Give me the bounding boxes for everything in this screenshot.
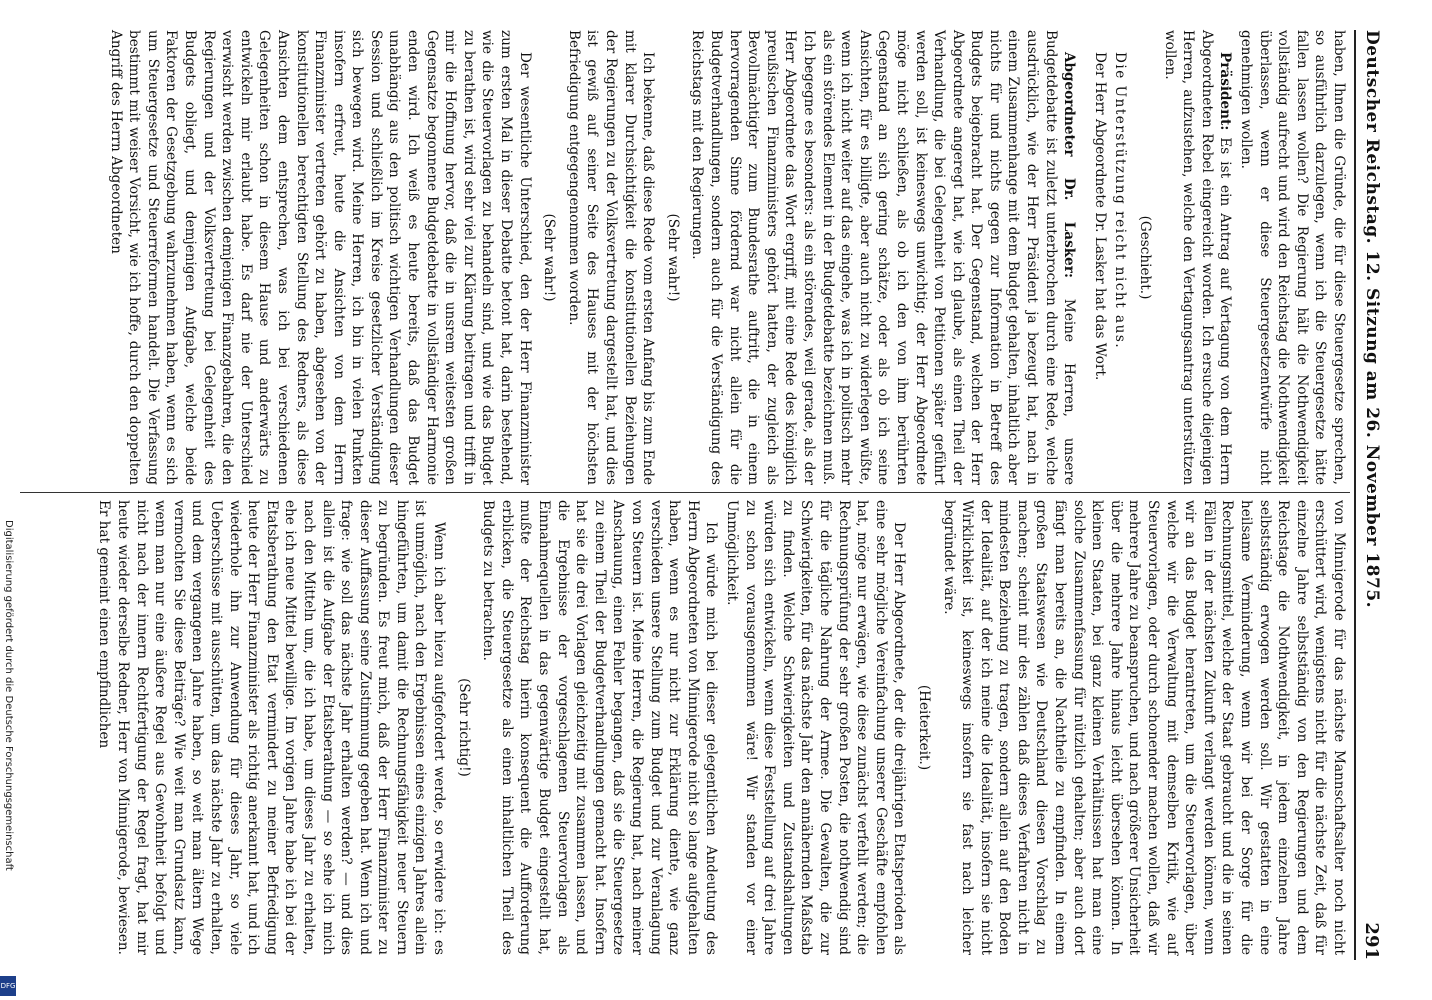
stage-direction: (Heiterkeit.) (915, 684, 932, 771)
left-column (104, 30, 1348, 485)
paragraph: Ich würde mich bei dieser gelegentlichen Andeutung des Herrn Abgeordneten von Minnigerode nicht so lange aufgehalten haben, wenn es nur nicht zur Erklärung diente, wie ganz verschieden unsere Stellung zum Budget und zur Veranlagung von Steuern ist. Meine Herren, die Regierung hat, nach meiner Anschauung, einen Fehler begangen, daß sie die Steuergesetze zu einem Theil der Budgetverhandlungen gemacht hat. Insofern hat sie die drei Vorlagen gleichzeitig mit zusammen lassen, und die Ergebnisse der vorgeschlagenen Steuervorlagen als Einnahmequellen in das gegenwärtige Budget eingestellt hat, mußte der Reichstag hierin konsequent die Aufforderung erblicken, die Steuergesetze als einen inhaltlichen Theil des Budgets zu betrachten. (480, 500, 720, 955)
stage-direction: (Geschieht.) (1137, 215, 1154, 300)
spacer (1078, 30, 1088, 485)
paragraph: Der Herr Abgeordnete, der die dreijährigen Etatsperioden als eine sehr mögliche Vereinfachung unserer Geschäfte empfohlen hat, möge nur erwägen, wie diese zunächst verfehlt werden; die Rechnungsprüfung der sehr großen Posten, die nothwendig sind für die tägliche Nahrung der Armee. Die Gewalten, die zur Schwierigkeiten, für das nächste Jahr den annähernden Maßstab zu finden. Welche Schwierigkeiten und Zustandshaltungen würden sich entwickeln, wenn diese Feststellung auf drei Jahre zu schon vorausgenommen wäre! Wir standen vor einer Unmöglichkeit. (724, 500, 908, 955)
paragraph: von Minnigerode für das nächste Mannschaftsalter noch nicht erschüttert wird, wenigstens nicht für die nächste Zeit, daß für einzelne Jahre selbstständig von den Regierungen und dem Reichstage die Nothwendigkeit, in jedem einzelnen Jahre selbstständig erwogen werden soll. Wir gestatten in eine heilsame Verminderung, wenn wir bei der Sorge für die Rechnungsmittel, welche der Staat gebraucht und die in seinen Fällen in der nächsten Zukunft verlangt werden können, wenn wir an das Budget herantreten, um die Steuervorlagen, über welche wir die Verwaltung mit demselben Kritik, wie auf Steuervorlagen, oder durch schonender machen wollen, daß wir mehrere Jahre zu beanspruchen, und nach größerer Unsicherheit über die mehrere Jahre hinaus leicht übersehen können. In kleinen Staaten, bei ganz kleinen Verhältnissen hat man eine solche Zusammenfassung für nützlich gehalten; aber auch dort fängt man bereits an, die Nachtheile zu empfinden. In einem großen Staatswesen wie Deutschland diesen Vorschlag zu machen; scheint mir des zählen daß dieses Verfahren nicht in mindesten Beziehung zu tragen, sondern allein auf den Boden der Idealität, auf der ich meine die Idealität, insofern sie nicht Wirklichkeit ist, keineswegs insofern sie fast nach leicher begründet wäre. (940, 500, 1347, 955)
right-column (93, 500, 1348, 955)
dfg-logo: DFG (0, 976, 16, 996)
credit-text: Digitalisierung gefördert durch die Deutsche Forschungsgemeinschaft (3, 520, 14, 871)
stage-direction: (Sehr wahr!) (664, 213, 681, 302)
page-number: 291 (1361, 922, 1382, 960)
paragraph: Ich bekenne, daß diese Rede vom ersten Anfang bis zum Ende mit klarer Durchsichtigkeit die konstitutionellen Beziehungen der Regierungen zu der Volksvertretung dargestellt hat, und dies ist gewiß auf seiner Seite des Hauses mit der höchsten Befriedigung entgegengenommen worden. (565, 30, 657, 485)
paragraph: Wenn ich aber hiezu aufgefordert werde, so erwidere ich: es ist unmöglich, nach den Ergebnissen eines einzigen Jahres allein hingeführten, um damit die Rechnungsfähigkeit neuer Steuern zu begründen. Es freut mich, daß der Herr Finanzminister zu dieser Auffassung seine Zustimmung gegeben hat. Wenn ich und frage: wie soll das nächste Jahr erhalten werden? — und dies allein ist die Aufgabe der Etatsberathung — so sehe ich mich nach den Mitteln um, die ich habe, um dieses Jahr zu erhalten, ehe ich neue Mittel bewillige. Im vorigen Jahre habe ich bei der Etatsberathung den Etat vermindert zu meiner Befriedigung heute der Herr Finanzminister als richtig anerkannt hat, und ich wiederhole ihn zur Anwendung für dieses Jahr, so viele Ueberschüsse mit ausschütten, um das nächste Jahr zu erhalten, und dem vergangenen Jahre haben, so weit man ältern Wege vermochten Sie diese Beiträge? Wie weit man Grundsatz kann, wenn man nur eine äußere Regel aus Gewohnheit befolgt und nicht nach der innern Rechtfertigung der Regel fragt, hat mir heute wieder derselbe Redner, Herr von Minnigerode, bewiesen. Er hat gemeint einen empfindlichen (96, 500, 448, 955)
paragraph (1160, 30, 1234, 485)
speaker-label: Präsident: (1217, 52, 1234, 131)
digitization-credit (2, 520, 16, 980)
page-header (1354, 30, 1384, 960)
paragraph: Der Herr Abgeordnete Dr. Lasker hat das Wort. (1091, 52, 1108, 381)
page-title: Deutscher Reichstag. 12. Sitzung am 26. November 1875. (1362, 30, 1382, 609)
stage-direction: (Sehr richtig!) (455, 678, 472, 777)
stage-direction: (Sehr wahr!) (541, 213, 558, 302)
column-divider (20, 492, 1350, 493)
paragraph: Die Unterstützung reicht nicht aus. (1112, 52, 1129, 350)
speech-text: Es ist ein Antrag auf Vertagung von dem Herrn Abgeordneten Rebel eingereicht worden. Ich ersuche diejenigen Herren, aufzustehen, welche den Vertagungsantrag unterstützen wollen. (1161, 30, 1234, 485)
speaker-label: Abgeordneter Dr. Lasker: (1061, 52, 1078, 278)
paragraph: Der wesentliche Unterschied, den der Herr Finanzminister zum ersten Mal in dieser Debatte betont hat, darin bestehend, wie die Steuervorlagen zu behandeln sind, und wie das Budget zu berathen ist, wird sehr viel zur Klärung beitragen und trifft in mir die Hoffnung hervor, daß die in unsrem weitesten großen Gegensatze begonnene Budgetdebatte in vollständiger Harmonie enden wird. Ich weiß es heute bereits, daß das Budget unabhängig aus den politisch wichtigen Verhandlungen dieser Session und schließlich im Kreise gesetzlicher Verständigung sich bewegen wird. Meine Herren, ich bin in vielen Punkten insofern erfreut, heute die Ansichten von dem Herrn Finanzminister vertreten gehört zu haben, abgesehen von der konstitutionellen berechtigten Stellung des Redners, als diese Ansichten dem entsprechen, was ich bei verschiedenen Gelegenheiten schon in diesem Hause und anderwärts zu entwickeln mir erlaubt habe. Es darf nie der Unterschied verwischt werden zwischen demjenigen Finanzgebahren, die den Regierungen und der Volksvertretung bei Gelegenheit des Budgets obliegt, und demjenigen Aufgabe, welche beide Faktoren der Gesetzgebung wahrzunehmen haben, wenn es sich um Steuergesetze und Steuerreformen handelt. Die Verfassung bestimmt mit weiser Vorsicht, wie ich hoffe, durch den doppelten Angriff des Herrn Abgeordneten (107, 30, 533, 485)
paragraph: haben, Ihnen die Gründe, die für diese Steuergesetze sprechen, so ausführlich darzulegen, wenn ich die Steuergesetze hätte fallen lassen wollen? Die Regierung hält die Nothwendigkeit vollständig aufrecht und wird den Reichstag die Nothwendigkeit überlassen, wenn er diese Steuergesetzentwürfe nicht genehmigen wollen. (1238, 30, 1347, 485)
speech-text: Meine Herren, unsere Budgetdebatte ist zuletzt unterbrochen durch eine Rede, welche ausdrücklich, wie der Herr Präsident ja bezeugt hat, nach in einem Zusammenhange mit dem Budget gehalten, inhaltlich aber nichts für und nichts gegen zur Information in Betreff des Budgets beigebracht hat. Der Gegenstand, welchen der Herr Abgeordnete angeregt hat, wie ich glaube, als einen Theil der Verhandlung, die bei Gelegenheit von Petitionen später geführt werden soll, ist keineswegs unwichtig; der Herr Abgeordnete möge nicht schließen, als ob ich den von ihm berührten Gegenstand an sich gering schätze, oder als ob ich seine Ansichten, für es billigte, aber auch nicht zu widerlegen wüßte, wenn ich nicht weiter auf das eingehe, was ich in politisch mehr als ein störendes Element in der Budgetdebatte bezeichnen muß. Ich begegne es besonders: als ein störendes, weil gerade, als der Herr Abgeordnete das Wort ergriff, mit eine Rede des königlich preußischen Finanzministers gehört hatten, der zugleich als Bevollmächtigter zum Bundesrathe auftritt, die in einem hervorragenden Sinne fördernd war nicht allein für die Budgetverhandlungen, sondern auch für die Verständigung des Reichstags mit den Regierungen. (689, 30, 1078, 485)
paragraph (688, 30, 1078, 485)
